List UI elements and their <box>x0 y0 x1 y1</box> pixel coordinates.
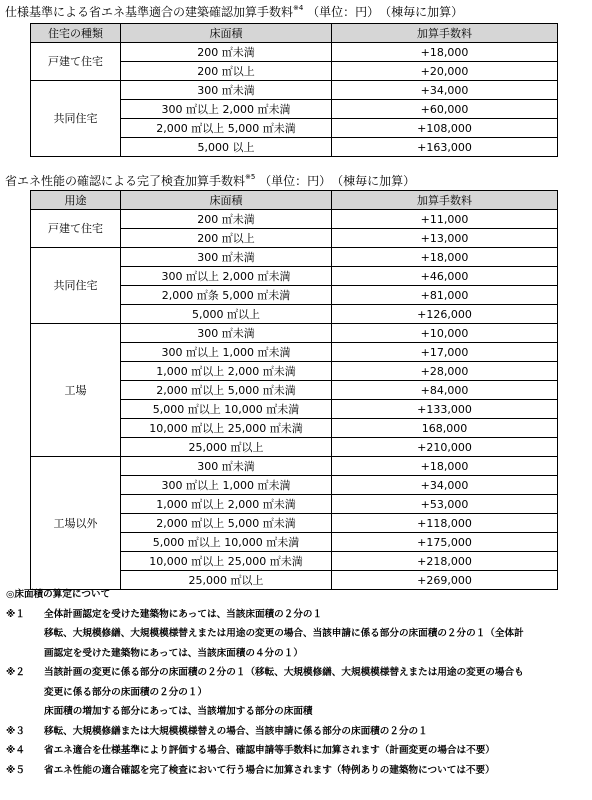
floor-area-cell: 2,000 ㎡条 5,000 ㎡未満 <box>121 286 332 305</box>
category-cell: 共同住宅 <box>31 81 121 157</box>
note-marker: ※４ <box>6 745 25 756</box>
note-marker: ※２ <box>6 667 25 678</box>
category-cell: 工場 <box>31 324 121 457</box>
table1-title-text: 仕様基準による省エネ基準適合の建築確認加算手数料 <box>5 5 294 19</box>
fee-cell: +10,000 <box>332 324 558 343</box>
fee-cell: +28,000 <box>332 362 558 381</box>
floor-area-cell: 300 ㎡以上 1,000 ㎡未満 <box>121 343 332 362</box>
fee-cell: +218,000 <box>332 552 558 571</box>
fee-cell: +133,000 <box>332 400 558 419</box>
table-row <box>31 324 558 343</box>
category-cell: 戸建て住宅 <box>31 43 121 81</box>
column-header: 加算手数料 <box>332 191 558 210</box>
table-row <box>31 81 558 100</box>
fee-cell: +20,000 <box>332 62 558 81</box>
column-header: 用途 <box>31 191 121 210</box>
notes-heading: ◎床面積の算定について <box>6 589 111 600</box>
table-row <box>31 210 558 229</box>
note-item <box>6 605 590 664</box>
header-row <box>31 24 558 43</box>
note-line: 省エネ適合を仕様基準により評価する場合、確認申請等手数料に加算されます（計画変更の場合は不要） <box>44 745 495 756</box>
floor-area-cell: 300 ㎡以上 2,000 ㎡未満 <box>121 267 332 286</box>
note-line: 画認定を受けた建築物にあっては、当該床面積の４分の１） <box>44 647 303 659</box>
category-cell: 戸建て住宅 <box>31 210 121 248</box>
fee-cell: +11,000 <box>332 210 558 229</box>
note-marker: ※１ <box>6 608 25 620</box>
floor-area-cell: 300 ㎡以上 1,000 ㎡未満 <box>121 476 332 495</box>
note-item <box>6 722 590 742</box>
floor-area-cell: 300 ㎡未満 <box>121 457 332 476</box>
header-row <box>31 191 558 210</box>
floor-area-cell: 200 ㎡未満 <box>121 43 332 62</box>
fee-cell: +108,000 <box>332 119 558 138</box>
column-header: 住宅の種類 <box>31 24 121 43</box>
fee-cell: +210,000 <box>332 438 558 457</box>
fee-cell: +60,000 <box>332 100 558 119</box>
note-line: 全体計画認定を受けた建築物にあっては、当該床面積の２分の１ <box>44 608 323 620</box>
floor-area-cell: 1,000 ㎡以上 2,000 ㎡未満 <box>121 362 332 381</box>
floor-area-cell: 5,000 以上 <box>121 138 332 157</box>
fee-cell: +163,000 <box>332 138 558 157</box>
fee-cell: +18,000 <box>332 248 558 267</box>
note-item <box>6 761 590 781</box>
column-header: 床面積 <box>121 24 332 43</box>
table1-fee-table <box>30 23 558 157</box>
floor-area-cell: 10,000 ㎡以上 25,000 ㎡未満 <box>121 552 332 571</box>
fee-cell: 168,000 <box>332 419 558 438</box>
fee-cell: +269,000 <box>332 571 558 590</box>
table2-fee-table <box>30 190 558 590</box>
note-line: 省エネ性能の適合確認を完了検査において行う場合に加算されます（特例ありの建築物については不要） <box>44 764 495 776</box>
fee-cell: +13,000 <box>332 229 558 248</box>
floor-area-cell: 25,000 ㎡以上 <box>121 571 332 590</box>
fee-cell: +126,000 <box>332 305 558 324</box>
table-row <box>31 248 558 267</box>
table2-title <box>5 174 415 188</box>
floor-area-cell: 1,000 ㎡以上 2,000 ㎡未満 <box>121 495 332 514</box>
floor-area-cell: 300 ㎡未満 <box>121 324 332 343</box>
note-line: 移転、大規模修繕または大規模模様替えの場合、当該申請に係る部分の床面積の２分の１ <box>44 725 428 737</box>
floor-area-cell: 2,000 ㎡以上 5,000 ㎡未満 <box>121 514 332 533</box>
floor-area-cell: 2,000 ㎡以上 5,000 ㎡未満 <box>121 119 332 138</box>
note-line: 移転、大規模修繕、大規模模様替えまたは用途の変更の場合、当該申請に係る部分の床面積の２分の１（全体計 <box>44 628 524 639</box>
notes-list <box>6 605 590 781</box>
fee-cell: +118,000 <box>332 514 558 533</box>
table2-title-footnote-mark: ※5 <box>245 173 256 181</box>
category-cell: 共同住宅 <box>31 248 121 324</box>
note-line: 床面積の増加する部分にあっては、当該増加する部分の床面積 <box>44 706 313 717</box>
floor-area-cell: 5,000 ㎡以上 <box>121 305 332 324</box>
table1-title <box>5 5 463 19</box>
table-row <box>31 43 558 62</box>
floor-area-cell: 200 ㎡以上 <box>121 62 332 81</box>
table-row <box>31 457 558 476</box>
column-header: 床面積 <box>121 191 332 210</box>
table1-title-suffix: （単位：円） （棟毎に加算） <box>307 5 464 19</box>
note-item <box>6 663 590 722</box>
floor-area-cell: 200 ㎡以上 <box>121 229 332 248</box>
fee-cell: +84,000 <box>332 381 558 400</box>
note-marker: ※３ <box>6 725 25 737</box>
floor-area-cell: 2,000 ㎡以上 5,000 ㎡未満 <box>121 381 332 400</box>
note-item <box>6 741 590 761</box>
floor-area-cell: 10,000 ㎡以上 25,000 ㎡未満 <box>121 419 332 438</box>
floor-area-cell: 300 ㎡未満 <box>121 248 332 267</box>
floor-area-cell: 5,000 ㎡以上 10,000 ㎡未満 <box>121 400 332 419</box>
fee-cell: +18,000 <box>332 43 558 62</box>
floor-area-cell: 300 ㎡以上 2,000 ㎡未満 <box>121 100 332 119</box>
category-cell: 工場以外 <box>31 457 121 590</box>
floor-area-cell: 25,000 ㎡以上 <box>121 438 332 457</box>
fee-cell: +53,000 <box>332 495 558 514</box>
fee-cell: +81,000 <box>332 286 558 305</box>
fee-cell: +46,000 <box>332 267 558 286</box>
floor-area-cell: 200 ㎡未満 <box>121 210 332 229</box>
fee-cell: +18,000 <box>332 457 558 476</box>
table2-title-text: 省エネ性能の確認による完了検査加算手数料 <box>5 174 246 188</box>
fee-cell: +175,000 <box>332 533 558 552</box>
table1-title-footnote-mark: ※4 <box>293 4 304 12</box>
fee-cell: +34,000 <box>332 476 558 495</box>
note-marker: ※５ <box>6 764 25 776</box>
column-header: 加算手数料 <box>332 24 558 43</box>
note-line: 当該計画の変更に係る部分の床面積の２分の１（移転、大規模修繕、大規模模様替えまたは用途の変更の場合も <box>44 667 524 678</box>
floor-area-cell: 300 ㎡未満 <box>121 81 332 100</box>
floor-area-cell: 5,000 ㎡以上 10,000 ㎡未満 <box>121 533 332 552</box>
fee-cell: +17,000 <box>332 343 558 362</box>
table2-title-suffix: （単位：円） （棟毎に加算） <box>259 174 416 188</box>
note-line: 変更に係る部分の床面積の２分の１） <box>44 686 208 698</box>
fee-cell: +34,000 <box>332 81 558 100</box>
floor-area-notes <box>6 585 590 780</box>
